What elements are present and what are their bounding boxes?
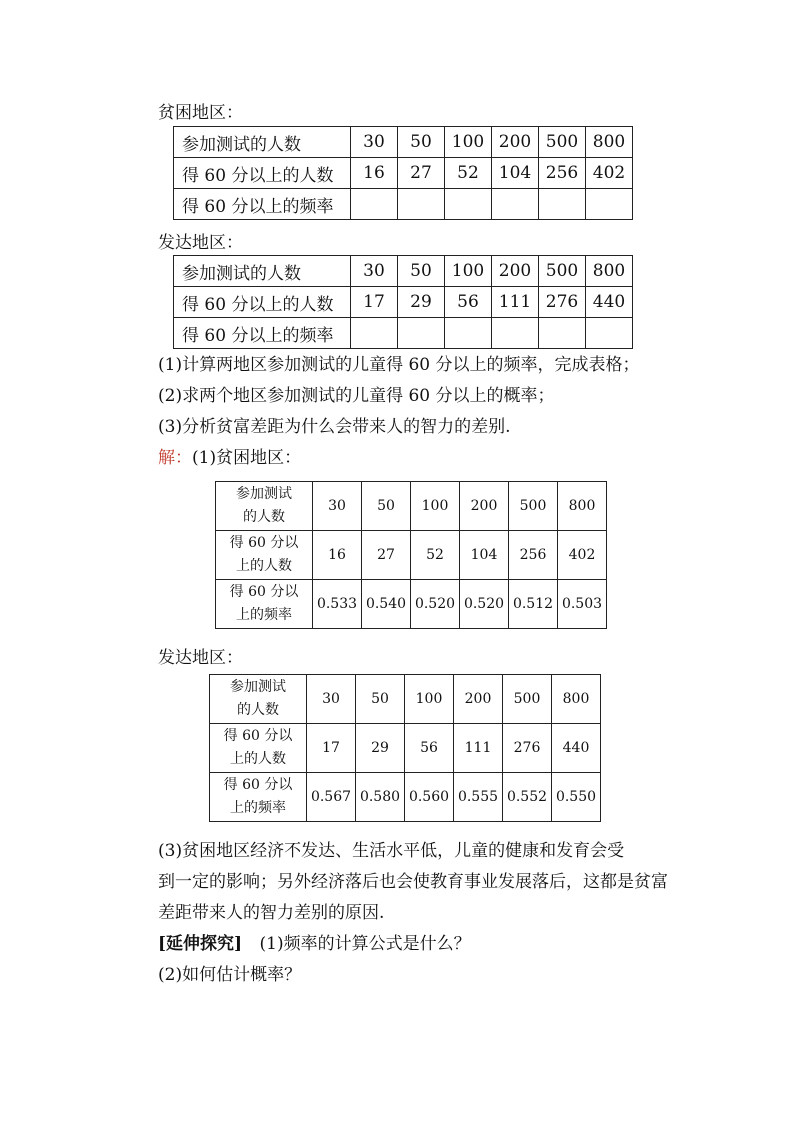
table-cell: 52 xyxy=(445,158,492,189)
table-cell: 0.567 xyxy=(307,773,356,822)
extension-question-2: (2)如何估计概率？ xyxy=(158,965,302,985)
table-cell: 800 xyxy=(586,127,633,158)
table-cell: 500 xyxy=(539,127,586,158)
table-cell: 27 xyxy=(398,158,445,189)
table-cell: 440 xyxy=(552,724,601,773)
row-header: 参加测试的人数 xyxy=(174,127,351,158)
table-cell: 50 xyxy=(398,256,445,287)
empty-cell xyxy=(539,189,586,220)
row-header: 得 60 分以上的人数 xyxy=(174,287,351,318)
table-row xyxy=(216,531,607,580)
empty-cell xyxy=(539,318,586,349)
table-cell: 50 xyxy=(398,127,445,158)
row-header: 得 60 分以上的频率 xyxy=(174,318,351,349)
table-cell: 16 xyxy=(313,531,362,580)
table-cell: 402 xyxy=(586,158,633,189)
answer-3-line-3: 差距带来人的智力差别的原因. xyxy=(158,903,385,923)
table-row xyxy=(174,158,633,189)
empty-cell xyxy=(351,318,398,349)
row-header: 得 60 分以上的人数 xyxy=(174,158,351,189)
empty-cell xyxy=(586,318,633,349)
table-cell: 17 xyxy=(351,287,398,318)
extension-heading xyxy=(158,929,471,960)
table-row xyxy=(174,189,633,220)
poor-region-label: 贫困地区： xyxy=(158,103,243,123)
table-cell: 0.512 xyxy=(509,580,558,629)
solution-heading xyxy=(158,443,301,474)
row-header: 参加测试 的人数 xyxy=(210,675,307,724)
empty-cell xyxy=(398,318,445,349)
table-cell: 104 xyxy=(460,531,509,580)
table-cell: 111 xyxy=(454,724,503,773)
table-cell: 111 xyxy=(492,287,539,318)
table-cell: 29 xyxy=(398,287,445,318)
table-cell: 56 xyxy=(445,287,492,318)
table-row xyxy=(174,127,633,158)
solution-intro: (1)贫困地区： xyxy=(192,448,302,468)
table-cell: 16 xyxy=(351,158,398,189)
table-cell: 0.520 xyxy=(411,580,460,629)
answer-3-line-1: (3)贫困地区经济不发达、生活水平低，儿童的健康和发育会受 xyxy=(158,841,625,861)
empty-cell xyxy=(492,189,539,220)
table-row xyxy=(174,256,633,287)
table-cell: 0.520 xyxy=(460,580,509,629)
table-row xyxy=(210,724,601,773)
table-cell: 52 xyxy=(411,531,460,580)
table-row xyxy=(216,580,607,629)
row-header: 得 60 分以 上的频率 xyxy=(216,580,313,629)
rich-region-label: 发达地区： xyxy=(158,233,243,253)
table-cell: 276 xyxy=(539,287,586,318)
table-cell: 30 xyxy=(351,127,398,158)
table-cell: 200 xyxy=(454,675,503,724)
table-cell: 56 xyxy=(405,724,454,773)
table-cell: 256 xyxy=(509,531,558,580)
empty-cell xyxy=(351,189,398,220)
table-cell: 800 xyxy=(558,482,607,531)
row-header: 得 60 分以 上的人数 xyxy=(216,531,313,580)
empty-cell xyxy=(586,189,633,220)
table-cell: 100 xyxy=(405,675,454,724)
table-cell: 500 xyxy=(539,256,586,287)
table-cell: 0.560 xyxy=(405,773,454,822)
row-header: 得 60 分以 上的人数 xyxy=(210,724,307,773)
question-1: (1)计算两地区参加测试的儿童得 60 分以上的频率，完成表格； xyxy=(158,355,640,375)
rich-question-table xyxy=(173,255,633,349)
rich-answer-table xyxy=(209,674,601,822)
table-cell: 440 xyxy=(586,287,633,318)
table-cell: 104 xyxy=(492,158,539,189)
table-row xyxy=(174,318,633,349)
table-cell: 0.555 xyxy=(454,773,503,822)
table-cell: 50 xyxy=(356,675,405,724)
table-cell: 50 xyxy=(362,482,411,531)
table-cell: 200 xyxy=(460,482,509,531)
table-cell: 276 xyxy=(503,724,552,773)
table-cell: 17 xyxy=(307,724,356,773)
table-cell: 200 xyxy=(492,256,539,287)
table-cell: 256 xyxy=(539,158,586,189)
table-cell: 100 xyxy=(445,127,492,158)
empty-cell xyxy=(445,189,492,220)
table-cell: 0.580 xyxy=(356,773,405,822)
table-cell: 0.533 xyxy=(313,580,362,629)
question-3: (3)分析贫富差距为什么会带来人的智力的差别. xyxy=(158,417,511,437)
table-cell: 0.540 xyxy=(362,580,411,629)
poor-answer-table xyxy=(215,481,607,629)
table-cell: 500 xyxy=(503,675,552,724)
table-cell: 0.552 xyxy=(503,773,552,822)
extension-label: [延伸探究] xyxy=(158,934,243,954)
table-cell: 100 xyxy=(411,482,460,531)
table-cell: 27 xyxy=(362,531,411,580)
row-header: 参加测试的人数 xyxy=(174,256,351,287)
table-cell: 800 xyxy=(552,675,601,724)
table-row xyxy=(216,482,607,531)
table-cell: 30 xyxy=(313,482,362,531)
row-header: 得 60 分以 上的频率 xyxy=(210,773,307,822)
table-row xyxy=(210,675,601,724)
table-cell: 800 xyxy=(586,256,633,287)
poor-question-table xyxy=(173,126,633,220)
answer-3 xyxy=(158,836,678,929)
table-cell: 30 xyxy=(307,675,356,724)
table-cell: 200 xyxy=(492,127,539,158)
question-2: (2)求两个地区参加测试的儿童得 60 分以上的概率； xyxy=(158,386,555,406)
table-row xyxy=(174,287,633,318)
empty-cell xyxy=(492,318,539,349)
empty-cell xyxy=(398,189,445,220)
table-cell: 30 xyxy=(351,256,398,287)
table-cell: 29 xyxy=(356,724,405,773)
table-cell: 0.503 xyxy=(558,580,607,629)
row-header: 得 60 分以上的频率 xyxy=(174,189,351,220)
table-cell: 100 xyxy=(445,256,492,287)
answer-3-line-2: 到一定的影响；另外经济落后也会使教育事业发展落后，这都是贫富 xyxy=(158,872,668,892)
table-cell: 402 xyxy=(558,531,607,580)
empty-cell xyxy=(445,318,492,349)
table-cell: 0.550 xyxy=(552,773,601,822)
extension-question-1: (1)频率的计算公式是什么？ xyxy=(259,934,471,954)
table-cell: 500 xyxy=(509,482,558,531)
table-row xyxy=(210,773,601,822)
rich-region-label-2: 发达地区： xyxy=(158,648,243,668)
solution-label: 解： xyxy=(158,448,192,468)
row-header: 参加测试 的人数 xyxy=(216,482,313,531)
